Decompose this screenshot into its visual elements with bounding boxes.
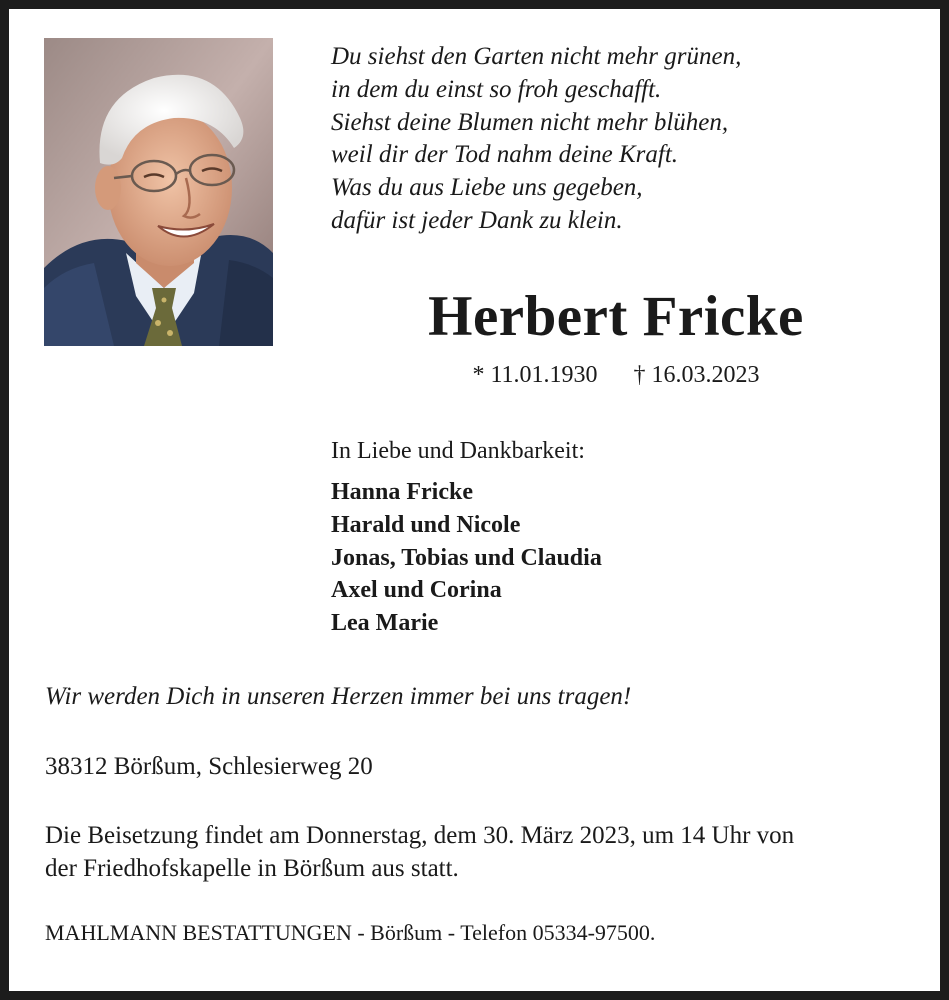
mourner-name: Jonas, Tobias und Claudia (331, 544, 602, 571)
motto: Wir werden Dich in unseren Herzen immer bei uns tragen! (45, 683, 632, 710)
life-dates (300, 359, 932, 391)
mourner-name: Lea Marie (331, 610, 439, 637)
mourner-name: Harald und Nicole (331, 511, 521, 538)
poem-line: Siehst deine Blumen nicht mehr blühen, (331, 108, 729, 136)
birth-date: * 11.01.1930 (472, 362, 598, 388)
poem (331, 41, 741, 238)
funeral-notice (45, 820, 905, 885)
mourner-name: Axel und Corina (331, 577, 502, 604)
portrait-photo (44, 38, 273, 346)
mourner-name: Hanna Fricke (331, 479, 473, 505)
mourners-list (331, 476, 602, 640)
family-address: 38312 Börßum, Schlesierweg 20 (45, 753, 373, 780)
poem-line: in dem du einst so froh geschafft. (331, 75, 662, 103)
undertaker-info: MAHLMANN BESTATTUNGEN - Börßum - Telefon 05334-97500. (45, 920, 656, 945)
death-date: † 16.03.2023 (633, 362, 760, 388)
poem-line: Du siehst den Garten nicht mehr grünen, (331, 43, 742, 70)
deceased-name: Herbert Fricke (428, 285, 804, 348)
poem-line: dafür ist jeder Dank zu klein. (331, 206, 623, 234)
poem-line: Was du aus Liebe uns gegeben, (331, 174, 643, 202)
funeral-notice-line: Die Beisetzung findet am Donnerstag, dem 30. März 2023, um 14 Uhr von (45, 822, 795, 849)
mourners-intro: In Liebe und Dankbarkeit: (331, 438, 585, 464)
poem-line: weil dir der Tod nahm deine Kraft. (331, 141, 679, 169)
funeral-notice-line: der Friedhofskapelle in Börßum aus statt. (45, 854, 459, 882)
